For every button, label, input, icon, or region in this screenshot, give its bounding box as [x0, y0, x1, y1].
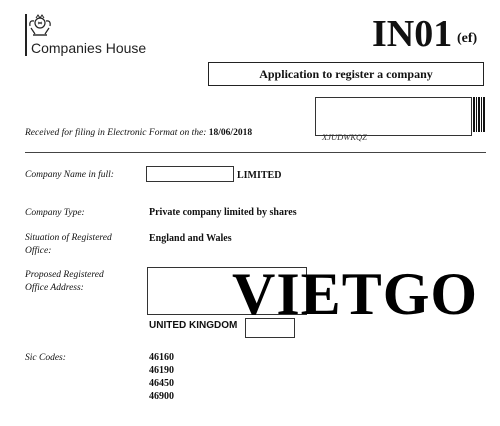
sic-code: 46190: [149, 365, 174, 376]
royal-crest-icon: [27, 14, 53, 38]
company-name-suffix: LIMITED: [237, 170, 282, 181]
received-date: 18/06/2018: [208, 128, 253, 138]
company-type-value: Private company limited by shares: [149, 207, 297, 218]
form-code: IN01: [372, 13, 453, 55]
brand-name: Companies House: [31, 40, 147, 56]
received-label: Received for filing in Electronic Format on the:: [25, 128, 207, 138]
redacted-barcode-area: [315, 97, 472, 136]
barcode-icon: [473, 97, 485, 132]
header-divider: [25, 152, 486, 153]
application-title: Application to register a company: [208, 62, 484, 86]
address-label: Proposed Registered Office Address:: [25, 270, 104, 293]
received-line: [25, 128, 252, 138]
sic-code: 46900: [149, 391, 174, 402]
address-country: UNITED KINGDOM: [149, 320, 238, 331]
redacted-company-name: [146, 166, 234, 182]
situation-label: Situation of Registered Office:: [25, 233, 112, 256]
filing-code-fragment: XJUDWKQZ: [322, 132, 367, 142]
sic-codes-list: [149, 351, 174, 403]
company-name-label: Company Name in full:: [25, 170, 114, 180]
situation-value: England and Wales: [149, 233, 232, 244]
sic-code: 46160: [149, 352, 174, 363]
form-suffix: (ef): [457, 31, 478, 46]
sic-code: 46450: [149, 378, 174, 389]
watermark: VIETGO: [232, 261, 479, 327]
sic-codes-label: Sic Codes:: [25, 353, 66, 363]
company-type-label: Company Type:: [25, 208, 85, 218]
